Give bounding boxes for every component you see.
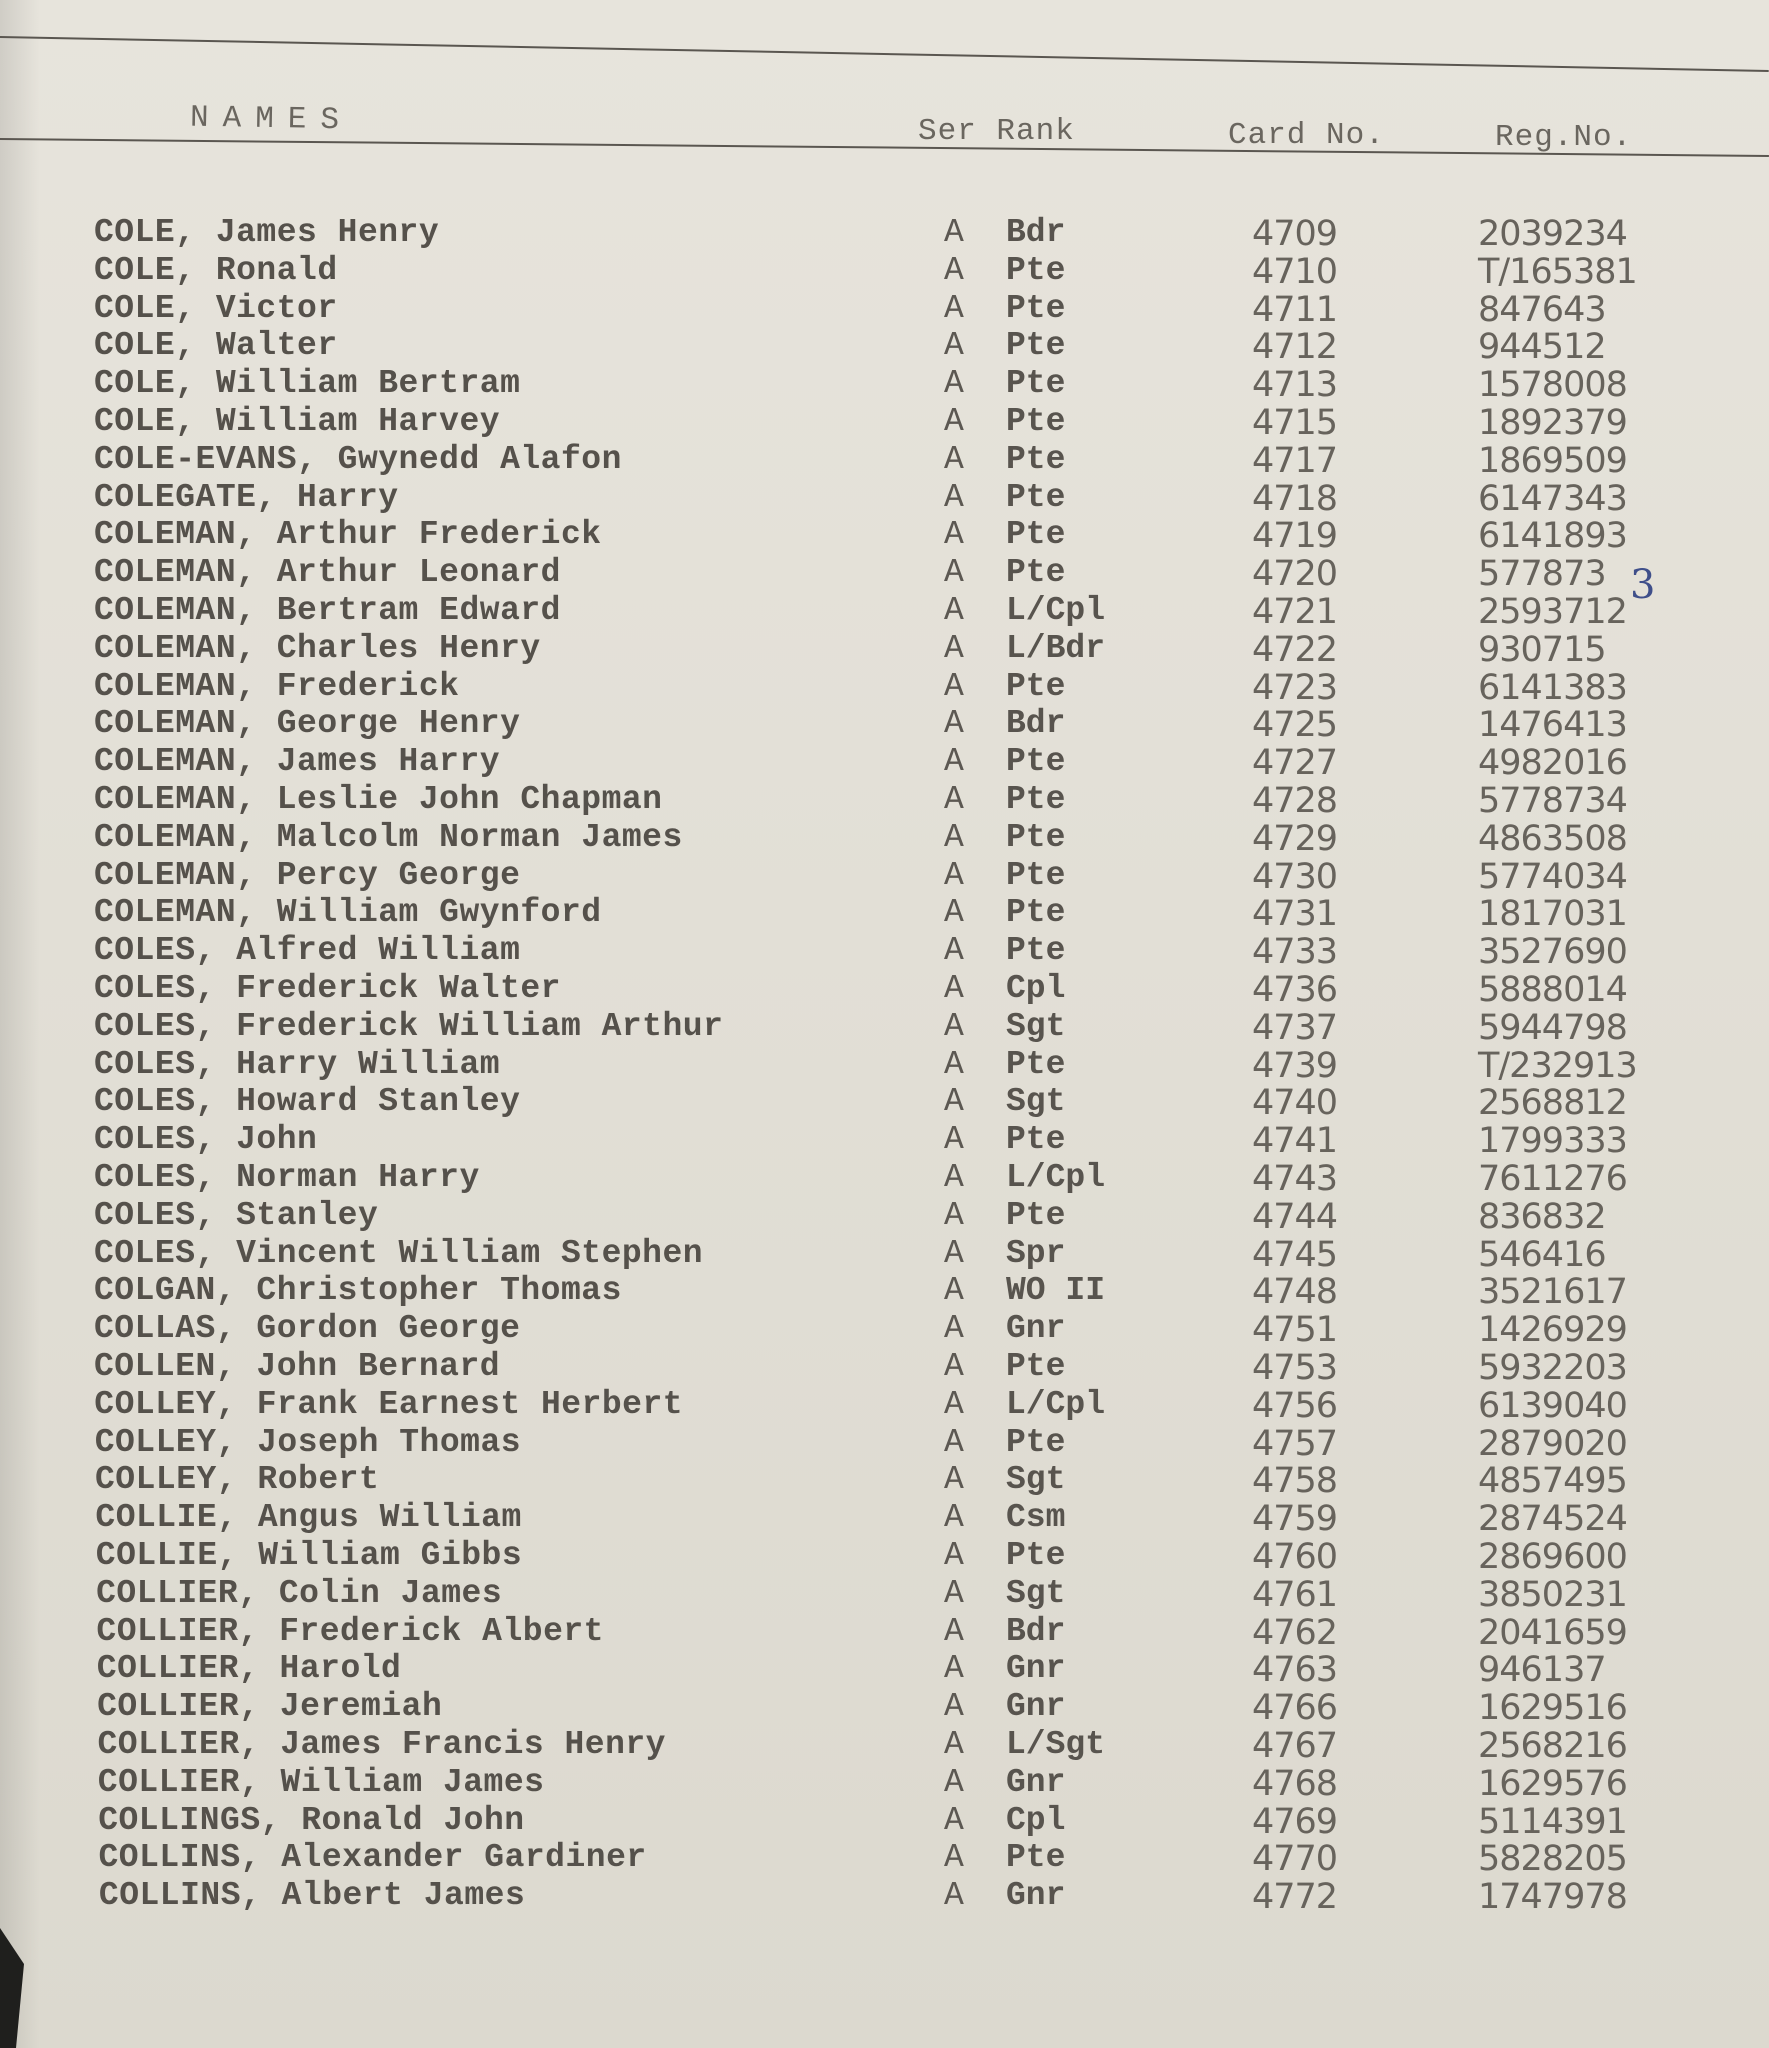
entry-card-number: 4727 (1252, 743, 1338, 784)
entry-rank: Pte (1006, 1196, 1066, 1234)
table-row (0, 365, 1769, 405)
table-row (0, 1348, 1769, 1388)
entry-reg-number: 1476413 (1478, 705, 1627, 746)
entry-name: COLE, William Bertram (94, 365, 521, 403)
entry-service: A (944, 478, 964, 516)
entry-service: A (944, 592, 964, 629)
entry-rank: Pte (1006, 327, 1066, 365)
entry-name: COLES, Frederick William Arthur (94, 1007, 724, 1045)
entry-rank: Pte (1006, 1121, 1066, 1159)
entry-service: A (944, 1196, 964, 1234)
table-row (0, 781, 1769, 821)
entry-service: A (944, 1385, 964, 1423)
entry-card-number: 4728 (1252, 781, 1338, 821)
entry-rank: Pte (1006, 1423, 1066, 1461)
entry-rank: L/Bdr (1006, 629, 1106, 667)
entry-card-number: 4741 (1252, 1121, 1338, 1162)
table-row (0, 1272, 1769, 1312)
entry-name: COLE-EVANS, Gwynedd Alafon (94, 440, 622, 478)
entry-service: A (944, 1083, 964, 1121)
entry-reg-number: 847643 (1478, 289, 1606, 330)
entry-card-number: 4722 (1252, 629, 1338, 670)
entry-card-number: 4715 (1252, 403, 1338, 443)
entry-name: COLEMAN, Charles Henry (94, 629, 541, 667)
entry-name: COLE, Victor (94, 289, 338, 327)
entry-rank: Sgt (1006, 1007, 1066, 1045)
table-row (0, 705, 1769, 745)
entry-card-number: 4737 (1252, 1007, 1338, 1048)
entry-service: A (944, 1612, 964, 1650)
entry-name: COLGAN, Christopher Thomas (94, 1272, 622, 1310)
ser-rank-column-header: Ser Rank (918, 114, 1075, 149)
entry-rank: Pte (1006, 440, 1066, 478)
entry-service: A (944, 856, 964, 894)
table-row (0, 1839, 1769, 1879)
entry-reg-number: 3521617 (1478, 1272, 1627, 1313)
entry-service: A (944, 214, 964, 251)
entry-reg-number: 2568812 (1478, 1083, 1627, 1124)
entry-rank: L/Sgt (1006, 1726, 1106, 1763)
entry-card-number: 4710 (1252, 251, 1338, 292)
entry-name: COLES, Frederick Walter (94, 970, 561, 1007)
table-row (0, 403, 1769, 443)
table-row (0, 516, 1769, 556)
entry-service: A (944, 818, 964, 856)
table-row (0, 1386, 1769, 1426)
entry-reg-number: 1869509 (1478, 440, 1627, 481)
entry-service: A (944, 1045, 964, 1083)
table-row (0, 668, 1769, 708)
entry-card-number: 4739 (1252, 1045, 1338, 1086)
table-row (0, 743, 1769, 783)
entry-card-number: 4756 (1252, 1385, 1338, 1426)
entry-service: A (944, 554, 964, 592)
table-row (0, 1424, 1769, 1464)
entry-reg-number: 946137 (1478, 1650, 1606, 1691)
entry-rank: Pte (1006, 743, 1066, 781)
entry-service: A (944, 1688, 964, 1726)
entry-name: COLEMAN, Arthur Frederick (94, 516, 602, 554)
entry-card-number: 4744 (1252, 1196, 1338, 1237)
entry-reg-number: 2041659 (1478, 1612, 1627, 1653)
entry-reg-number: 1629576 (1478, 1763, 1627, 1804)
entry-rank: Cpl (1006, 1801, 1066, 1839)
entry-name: COLEGATE, Harry (94, 478, 399, 516)
entry-reg-number: 1799333 (1478, 1121, 1627, 1162)
entry-name: COLLIER, James Francis Henry (97, 1726, 666, 1763)
entry-service: A (944, 1801, 964, 1839)
entry-name: COLEMAN, Leslie John Chapman (94, 781, 663, 818)
entry-rank: Pte (1006, 365, 1066, 403)
entry-name: COLES, John (94, 1121, 318, 1159)
table-row (0, 1802, 1769, 1842)
entry-reg-number: 6141383 (1478, 667, 1627, 708)
entry-reg-number: T/165381 (1478, 251, 1637, 292)
table-row (0, 1235, 1769, 1275)
entry-reg-number: 1426929 (1478, 1310, 1627, 1351)
entry-name: COLLEY, Frank Earnest Herbert (94, 1385, 684, 1423)
entry-card-number: 4748 (1252, 1272, 1338, 1313)
table-row (0, 592, 1769, 632)
entry-rank: L/Cpl (1006, 1385, 1106, 1423)
entry-service: A (944, 365, 964, 403)
entry-name: COLEMAN, Percy George (94, 856, 521, 894)
entry-reg-number: 1578008 (1478, 365, 1627, 406)
entry-name: COLE, Ronald (94, 251, 338, 289)
entry-reg-number: 5888014 (1478, 970, 1627, 1010)
entry-card-number: 4709 (1252, 214, 1338, 254)
entry-service: A (944, 1537, 964, 1574)
entry-card-number: 4711 (1252, 289, 1338, 330)
entry-name: COLLIER, Harold (96, 1650, 402, 1688)
entry-reg-number: 6147343 (1478, 478, 1627, 519)
table-row (0, 1726, 1769, 1766)
card-no-column-header: Card No. (1228, 118, 1385, 153)
entry-service: A (944, 251, 964, 289)
entry-rank: Spr (1006, 1234, 1066, 1272)
entry-rank: Pte (1006, 251, 1066, 289)
entry-service: A (944, 1348, 964, 1385)
entry-reg-number: 1817031 (1478, 894, 1627, 935)
entry-reg-number: 3527690 (1478, 932, 1627, 973)
entry-service: A (944, 1234, 964, 1272)
entry-name: COLEMAN, Malcolm Norman James (94, 818, 683, 856)
entry-name: COLLIE, Angus William (95, 1499, 522, 1537)
entry-service: A (944, 1310, 964, 1348)
entry-rank: Gnr (1006, 1650, 1066, 1688)
table-row (0, 1046, 1769, 1086)
entry-card-number: 4733 (1252, 932, 1338, 973)
entry-reg-number: 2869600 (1478, 1537, 1627, 1577)
entry-reg-number: 5944798 (1478, 1007, 1627, 1048)
names-column-header: NAMES (189, 100, 354, 139)
entry-service: A (944, 1272, 964, 1310)
entry-service: A (944, 1423, 964, 1461)
entry-service: A (944, 403, 964, 440)
entry-name: COLLIER, Jeremiah (97, 1688, 443, 1726)
entry-name: COLLINS, Alexander Gardiner (98, 1839, 647, 1877)
entry-rank: Sgt (1006, 1574, 1066, 1612)
entry-rank: WO II (1006, 1272, 1106, 1310)
entry-card-number: 4725 (1252, 705, 1338, 746)
entry-card-number: 4717 (1252, 440, 1338, 481)
entry-service: A (944, 1726, 964, 1763)
entry-rank: Bdr (1006, 214, 1066, 251)
entry-card-number: 4720 (1252, 554, 1338, 595)
entry-rank: Sgt (1006, 1461, 1066, 1499)
entry-reg-number: 6139040 (1478, 1385, 1627, 1426)
entry-name: COLES, Harry William (94, 1045, 501, 1083)
table-row (0, 1613, 1769, 1653)
entry-card-number: 4768 (1252, 1763, 1338, 1804)
table-row (0, 630, 1769, 670)
entry-name: COLES, Alfred William (94, 932, 521, 970)
entry-card-number: 4743 (1252, 1159, 1338, 1199)
table-row (0, 932, 1769, 972)
entry-service: A (944, 932, 964, 970)
entry-name: COLES, Norman Harry (94, 1159, 480, 1196)
entry-card-number: 4736 (1252, 970, 1338, 1010)
entry-reg-number: 5778734 (1478, 781, 1627, 821)
entry-service: A (944, 327, 964, 365)
entry-rank: Pte (1006, 781, 1066, 818)
entry-rank: Gnr (1006, 1763, 1066, 1801)
entry-name: COLES, Vincent William Stephen (94, 1234, 704, 1272)
entry-card-number: 4730 (1252, 856, 1338, 897)
table-row (0, 1310, 1769, 1350)
entry-card-number: 4745 (1252, 1234, 1338, 1275)
table-row (0, 857, 1769, 897)
entry-rank: L/Cpl (1006, 1159, 1106, 1196)
entry-name: COLEMAN, Arthur Leonard (94, 554, 561, 592)
entry-reg-number: 4863508 (1478, 818, 1627, 859)
entry-name: COLEMAN, James Harry (94, 743, 501, 781)
entry-rank: Pte (1006, 478, 1066, 516)
entry-card-number: 4719 (1252, 516, 1338, 557)
entry-service: A (944, 289, 964, 327)
entry-reg-number: 2568216 (1478, 1726, 1627, 1766)
entry-rank: Pte (1006, 818, 1066, 856)
entry-service: A (944, 1159, 964, 1196)
reg-no-column-header: Reg.No. (1495, 120, 1633, 155)
table-row (0, 1688, 1769, 1728)
table-row (0, 327, 1769, 367)
entry-rank: Pte (1006, 554, 1066, 592)
entry-card-number: 4718 (1252, 478, 1338, 519)
entry-reg-number: 5932203 (1478, 1348, 1627, 1388)
table-row (0, 1461, 1769, 1501)
entry-service: A (944, 667, 964, 705)
table-row (0, 1650, 1769, 1690)
entry-reg-number: 944512 (1478, 327, 1606, 368)
entry-rank: Pte (1006, 289, 1066, 327)
entry-card-number: 4729 (1252, 818, 1338, 859)
entry-card-number: 4767 (1252, 1726, 1338, 1766)
entry-reg-number: 2039234 (1478, 214, 1627, 254)
entry-rank: Gnr (1006, 1688, 1066, 1726)
entry-reg-number: 2879020 (1478, 1423, 1627, 1464)
entry-service: A (944, 1650, 964, 1688)
entry-rank: Bdr (1006, 705, 1066, 743)
entry-card-number: 4766 (1252, 1688, 1338, 1729)
entry-card-number: 4740 (1252, 1083, 1338, 1124)
entry-service: A (944, 1007, 964, 1045)
entry-name: COLLIER, Colin James (96, 1574, 503, 1612)
entry-name: COLLEY, Joseph Thomas (94, 1423, 522, 1461)
entry-reg-number: 1892379 (1478, 403, 1627, 443)
entry-name: COLES, Stanley (94, 1196, 379, 1234)
entry-reg-number: 577873 (1478, 554, 1606, 595)
table-row (0, 1575, 1769, 1615)
entry-reg-number: 2874524 (1478, 1499, 1627, 1540)
table-row (0, 1877, 1769, 1917)
entry-reg-number: 5828205 (1478, 1839, 1627, 1880)
table-row (0, 1008, 1769, 1048)
table-row (0, 1121, 1769, 1161)
entry-reg-number: 3850231 (1478, 1574, 1627, 1615)
table-row (0, 252, 1769, 292)
entry-service: A (944, 970, 964, 1007)
entry-rank: Pte (1006, 1839, 1066, 1877)
entry-name: COLEMAN, George Henry (94, 705, 521, 743)
entry-service: A (944, 440, 964, 478)
entry-service: A (944, 1763, 964, 1801)
entry-name: COLLIER, Frederick Albert (96, 1612, 604, 1650)
entry-card-number: 4760 (1252, 1537, 1338, 1577)
table-row (0, 290, 1769, 330)
entry-card-number: 4772 (1252, 1877, 1338, 1918)
table-row (0, 554, 1769, 594)
entry-rank: Pte (1006, 516, 1066, 554)
entry-name: COLEMAN, Bertram Edward (94, 592, 561, 629)
entry-reg-number: 6141893 (1478, 516, 1627, 557)
entry-rank: Sgt (1006, 1083, 1066, 1121)
handwritten-correction: 3 (1630, 562, 1656, 608)
table-row (0, 479, 1769, 519)
entry-card-number: 4761 (1252, 1574, 1338, 1615)
entry-rank: Pte (1006, 856, 1066, 894)
table-row (0, 894, 1769, 934)
entry-card-number: 4757 (1252, 1423, 1338, 1464)
table-row (0, 441, 1769, 481)
table-row (0, 1764, 1769, 1804)
entry-service: A (944, 1839, 964, 1877)
entry-card-number: 4723 (1252, 667, 1338, 708)
entry-reg-number: 5114391 (1478, 1801, 1627, 1842)
entry-rank: Bdr (1006, 1612, 1066, 1650)
entry-name: COLLEN, John Bernard (94, 1348, 501, 1385)
entry-reg-number: 4857495 (1478, 1461, 1627, 1502)
entry-rank: Pte (1006, 403, 1066, 440)
entry-name: COLLAS, Gordon George (94, 1310, 521, 1348)
entry-name: COLE, Walter (94, 327, 338, 365)
entry-card-number: 4769 (1252, 1801, 1338, 1842)
entry-service: A (944, 705, 964, 743)
entry-reg-number: 7611276 (1478, 1159, 1627, 1199)
entry-service: A (944, 516, 964, 554)
entry-reg-number: T/232913 (1478, 1045, 1637, 1086)
table-row (0, 1083, 1769, 1123)
entry-rank: Cpl (1006, 970, 1066, 1007)
entry-card-number: 4753 (1252, 1348, 1338, 1388)
entry-name: COLE, William Harvey (94, 403, 501, 440)
table-row (0, 1499, 1769, 1539)
entry-reg-number: 930715 (1478, 629, 1606, 670)
entry-card-number: 4731 (1252, 894, 1338, 935)
entry-name: COLLINS, Albert James (98, 1877, 526, 1915)
entry-name: COLLIER, William James (97, 1763, 545, 1801)
entry-rank: Pte (1006, 894, 1066, 932)
entry-rank: Pte (1006, 1348, 1066, 1385)
entry-service: A (944, 1121, 964, 1159)
table-row (0, 970, 1769, 1010)
entry-service: A (944, 1461, 964, 1499)
entry-service: A (944, 629, 964, 667)
entry-name: COLES, Howard Stanley (94, 1083, 521, 1121)
entry-rank: Csm (1006, 1499, 1066, 1537)
entry-reg-number: 4982016 (1478, 743, 1627, 784)
table-row (0, 1159, 1769, 1199)
entry-card-number: 4713 (1252, 365, 1338, 406)
entry-name: COLLEY, Robert (95, 1461, 380, 1499)
entry-name: COLEMAN, William Gwynford (94, 894, 602, 932)
table-row (0, 1537, 1769, 1577)
entry-card-number: 4751 (1252, 1310, 1338, 1351)
entry-name: COLLINGS, Ronald John (98, 1801, 525, 1839)
entry-card-number: 4763 (1252, 1650, 1338, 1691)
entry-reg-number: 1747978 (1478, 1877, 1627, 1918)
entry-name: COLEMAN, Frederick (94, 667, 460, 705)
entry-card-number: 4770 (1252, 1839, 1338, 1880)
entry-card-number: 4759 (1252, 1499, 1338, 1540)
entry-name: COLLIE, William Gibbs (95, 1537, 523, 1574)
entry-reg-number: 546416 (1478, 1234, 1606, 1275)
entry-card-number: 4762 (1252, 1612, 1338, 1653)
entry-service: A (944, 1877, 964, 1915)
entry-rank: Gnr (1006, 1310, 1066, 1348)
entry-service: A (944, 743, 964, 781)
entry-rank: Pte (1006, 1537, 1066, 1574)
entry-card-number: 4712 (1252, 327, 1338, 368)
table-row (0, 819, 1769, 859)
entry-reg-number: 5774034 (1478, 856, 1627, 897)
entry-card-number: 4758 (1252, 1461, 1338, 1502)
entry-rank: Gnr (1006, 1877, 1066, 1915)
entry-reg-number: 2593712 (1478, 592, 1627, 632)
entry-service: A (944, 894, 964, 932)
entry-name: COLE, James Henry (94, 214, 440, 251)
entry-reg-number: 836832 (1478, 1196, 1606, 1237)
entry-card-number: 4721 (1252, 592, 1338, 632)
entry-rank: Pte (1006, 1045, 1066, 1083)
entry-reg-number: 1629516 (1478, 1688, 1627, 1729)
table-row (0, 1197, 1769, 1237)
entry-rank: Pte (1006, 667, 1066, 705)
entry-service: A (944, 1499, 964, 1537)
entry-rank: Pte (1006, 932, 1066, 970)
entry-service: A (944, 781, 964, 818)
entry-service: A (944, 1574, 964, 1612)
table-row (0, 214, 1769, 254)
entry-rank: L/Cpl (1006, 592, 1106, 629)
